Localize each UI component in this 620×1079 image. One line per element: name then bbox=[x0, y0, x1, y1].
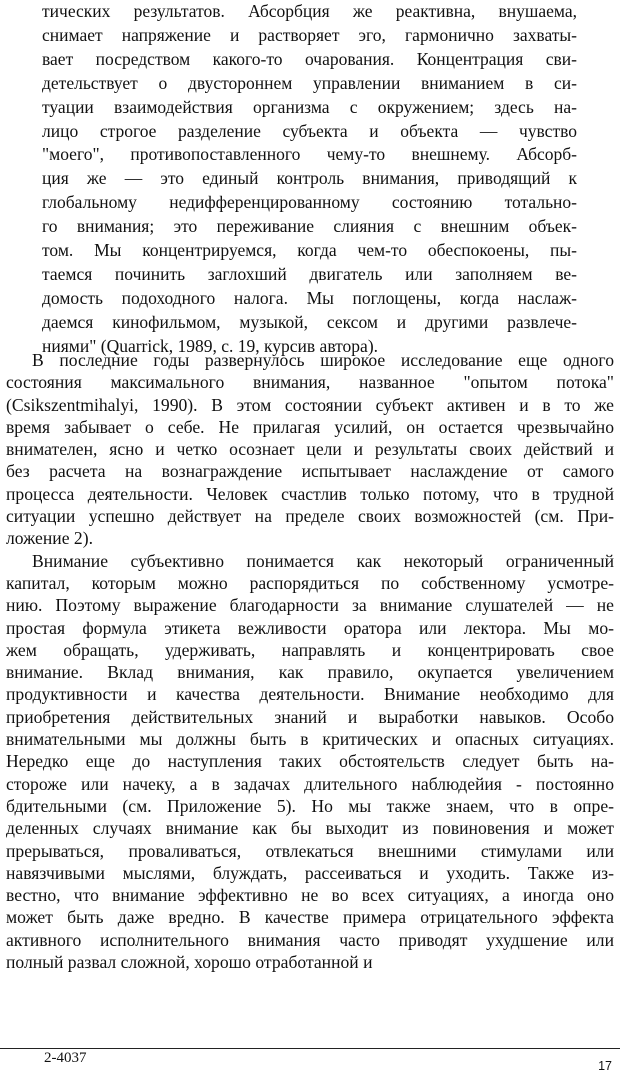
paragraph-line: жем обращать, удерживать, направлять и концентрировать свое bbox=[6, 639, 614, 660]
paragraph-line: приобретения действительных знаний и выработки навыков. Особо bbox=[6, 706, 614, 727]
paragraph-line: время забывает о себе. Не прилагая усилий, он остается чрезвычайно bbox=[6, 416, 614, 437]
paragraph-flow-state bbox=[6, 349, 614, 550]
paragraph-line: продуктивности и качества деятельности. Внимание необходимо для bbox=[6, 684, 614, 705]
paragraph-line: Внимание субъективно понимается как некоторый ограниченный bbox=[32, 550, 614, 571]
paragraph-line: активного исполнительного внимания часто приводят ухудшение или bbox=[6, 929, 614, 950]
quote-line: глобальному недифференцированному состоянию тотально- bbox=[42, 192, 577, 213]
paragraph-line: (Csikszentmihalyi, 1990). В этом состоянии субъект активен и в то же bbox=[6, 394, 614, 415]
paragraph-line: В последние годы развернулось широкое исследование еще одного bbox=[32, 350, 614, 370]
paragraph-line: прерываться, проваливаться, отвлекаться внешними стимулами или bbox=[6, 840, 614, 861]
quote-line: вает посредством какого-то очарования. Концентрация сви- bbox=[42, 48, 577, 69]
paragraph-line: вестно, что внимание эффективно не во всех ситуациях, а иногда оно bbox=[6, 885, 614, 906]
paragraph-line: ситуации успешно действует на пределе своих возможностей (см. При- bbox=[6, 506, 614, 527]
quote-line: го внимания; это переживание слияния с внешним объек- bbox=[42, 216, 577, 237]
block-quote bbox=[42, 0, 577, 359]
paragraph-line: внимательными мы должны быть в критических и опасных ситуациях. bbox=[6, 729, 614, 750]
quote-line: таемся починить заглохший двигатель или заполняем ве- bbox=[42, 263, 577, 284]
paragraph-line: капитал, которым можно распорядиться по собственному усмотре- bbox=[6, 572, 614, 593]
quote-line: снимает напряжение и растворяет эго, гармонично захваты- bbox=[42, 24, 577, 45]
quote-line: том. Мы концентрируемся, когда чем-то обеспокоены, пы- bbox=[42, 240, 577, 261]
quote-line: "моего", противопоставленного чему-то внешнему. Абсорб- bbox=[42, 144, 577, 165]
quote-line: тических результатов. Абсорбция же реактивна, внушаема, bbox=[42, 1, 577, 21]
quote-line: ниями" (Quarrick, 1989, с. 19, курсив автора). bbox=[42, 335, 379, 356]
paragraph-line: простая формула этикета вежливости оратора или лектора. Мы мо- bbox=[6, 617, 614, 638]
paragraph-line: процесса деятельности. Человек счастлив только потому, что в трудной bbox=[6, 483, 614, 504]
quote-line: лицо строгое разделение субъекта и объекта — чувство bbox=[42, 120, 577, 141]
paragraph-line: без расчета на вознаграждение испытывает наслаждение от самого bbox=[6, 461, 614, 482]
paragraph-line: бдительными (см. Приложение 5). Но мы также знаем, что в опре- bbox=[6, 795, 614, 816]
quote-line: даемся кинофильмом, музыкой, сексом и другими развлече- bbox=[42, 311, 577, 332]
paragraph-line: полный развал сложной, хорошо отработанной и bbox=[6, 952, 373, 973]
paragraph-attention-capital bbox=[6, 550, 614, 974]
paragraph-line: Нередко еще до наступления таких обстоятельств следует быть на- bbox=[6, 751, 614, 772]
paragraph-line: нию. Поэтому выражение благодарности за внимание слушателей — не bbox=[6, 595, 614, 616]
quote-line: домость подоходного налога. Мы поглощены, когда наслаж- bbox=[42, 287, 577, 308]
quote-line: ция же — это единый контроль внимания, приводящий к bbox=[42, 168, 577, 189]
body-text bbox=[6, 349, 614, 973]
quote-line: туации взаимодействия организма с окружением; здесь на- bbox=[42, 96, 577, 117]
paragraph-line: навязчивыми мыслями, блуждать, рассеиваться и уходить. Также из- bbox=[6, 862, 614, 883]
paragraph-line: состояния максимального внимания, названное "опытом потока" bbox=[6, 372, 614, 393]
paragraph-line: ложение 2). bbox=[6, 528, 93, 549]
page-number: 17 bbox=[598, 1059, 612, 1073]
footer-signature-code: 2-4037 bbox=[44, 1050, 87, 1066]
paragraph-line: деленных случаях внимание как бы выходит из повиновения и может bbox=[6, 818, 614, 839]
paragraph-line: внимание. Вклад внимания, как правило, окупается увеличением bbox=[6, 662, 614, 683]
quote-line: детельствует о двустороннем управлении вниманием в си- bbox=[42, 72, 577, 93]
paragraph-line: стороже или начеку, а в задачах длительного наблюдейия - постоянно bbox=[6, 773, 614, 794]
footer-rule bbox=[0, 1048, 620, 1049]
paragraph-line: может быть даже вредно. В качестве примера отрицательного эффекта bbox=[6, 907, 614, 928]
paragraph-line: внимателен, ясно и четко осознает цели и результаты своих действий и bbox=[6, 439, 614, 460]
